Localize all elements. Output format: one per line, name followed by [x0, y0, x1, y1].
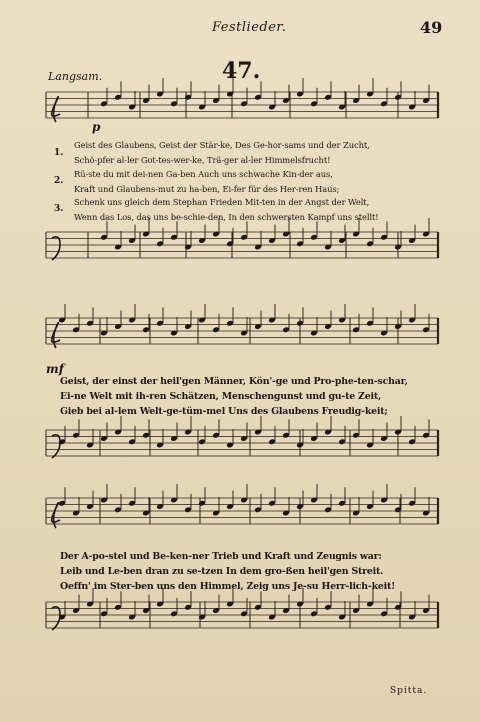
verse-1-line-1: Geist des Glaubens, Geist der Stär-ke, Des Ge-hor-sams und der Zucht, — [74, 140, 370, 150]
system-3-line-2: Leib und Le-ben dran zu se-tzen In dem gro-ßen heil'gen Streit. — [60, 566, 384, 577]
verse-number-1: 1. — [54, 148, 64, 158]
verse-3-line-2: Wenn das Los, das uns be-schie-den, In den schwersten Kampf uns stellt! — [74, 212, 379, 222]
dynamic-piano: p — [92, 120, 101, 134]
verse-2-line-2: Kraft und Glaubens-mut zu ha-ben, Ei-fer für des Her-ren Haus; — [74, 184, 340, 194]
verse-number-2: 2. — [54, 176, 64, 186]
system-2-line-2: Ei-ne Welt mit ih-ren Schätzen, Menschengunst und gu-te Zeit, — [60, 391, 382, 402]
bass-clef — [52, 607, 60, 630]
author-attribution: Spitta. — [390, 686, 428, 696]
verse-number-3: 3. — [54, 204, 64, 214]
bass-clef — [52, 435, 60, 458]
verse-2-line-1: Rü-ste du mit dei-nen Ga-ben Auch uns schwache Kin-der aus, — [74, 169, 333, 179]
verse-1-line-2: Schö-pfer al-ler Got-tes-wer-ke, Trä-ger al-ler Himmelsfrucht! — [74, 155, 331, 165]
dynamic-mezzoforte: mf — [46, 362, 64, 376]
system-3-line-1: Der A-po-stel und Be-ken-ner Trieb und Kraft und Zeugnis war: — [60, 551, 382, 562]
bass-clef — [52, 237, 60, 260]
running-head: Festlieder. — [212, 20, 287, 35]
tempo-marking: Langsam. — [48, 70, 103, 83]
system-2-line-3: Gieb bei al-lem Welt-ge-tüm-mel Uns des Glaubens Freudig-keit; — [60, 406, 388, 417]
system-3-line-3: Oeffn' im Ster-ben uns den Himmel, Zeig uns Je-su Herr-lich-keit! — [60, 581, 396, 592]
system-2-line-1: Geist, der einst der heil'gen Männer, Kön'-ge und Pro-phe-ten-schar, — [60, 376, 408, 387]
verse-3-line-1: Schenk uns gleich dem Stephan Frieden Mit-ten in der Angst der Welt, — [74, 197, 370, 207]
hymn-number: 47. — [222, 58, 261, 84]
page-number: 49 — [420, 18, 443, 37]
